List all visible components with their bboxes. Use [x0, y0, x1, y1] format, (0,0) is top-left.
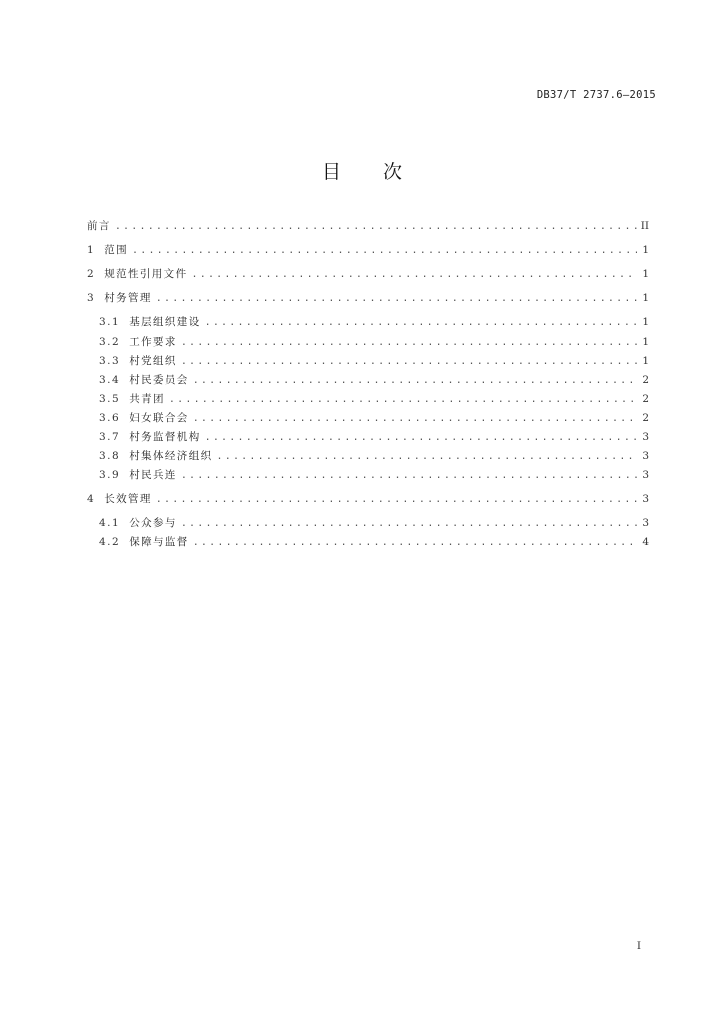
toc-entry-label: 基层组织建设	[129, 316, 201, 328]
toc-entry-number: 4.2	[99, 536, 121, 548]
toc-entry-page: 3	[642, 469, 649, 481]
toc-entry-page: 2	[642, 393, 649, 405]
toc-entry[interactable]	[99, 516, 649, 531]
standard-code: DB37/T 2737.6—2015	[536, 89, 656, 101]
toc-dot-leader	[169, 392, 637, 407]
toc-entry-number: 3.6	[99, 412, 121, 424]
toc-entry-label: 妇女联合会	[129, 412, 189, 424]
toc-entry-label: 长效管理	[104, 493, 152, 505]
toc-entry-page: 1	[642, 244, 649, 256]
toc-dot-leader	[192, 267, 638, 282]
toc-entry-page: 3	[642, 517, 649, 529]
toc-entry[interactable]	[99, 535, 649, 550]
toc-dot-leader	[181, 468, 637, 483]
toc-entry-label: 村民委员会	[129, 374, 189, 386]
toc-entry[interactable]	[87, 243, 649, 258]
toc-entry[interactable]	[99, 335, 649, 350]
toc-dot-leader	[156, 492, 637, 507]
toc-dot-leader	[217, 449, 637, 464]
toc-entry-label: 共青团	[129, 393, 165, 405]
toc-entry-page: 1	[642, 355, 649, 367]
toc-entry-page: 2	[642, 374, 649, 386]
toc-dot-leader	[193, 411, 637, 426]
toc-entry-number: 3.8	[99, 450, 121, 462]
toc-entry-number: 3.5	[99, 393, 121, 405]
toc-entry-number: 2	[87, 268, 96, 280]
toc-entry-number: 3	[87, 292, 96, 304]
toc-entry[interactable]	[99, 430, 649, 445]
toc-entry[interactable]	[99, 373, 649, 388]
toc-dot-leader	[181, 335, 637, 350]
toc-dot-leader	[156, 291, 637, 306]
toc-entry-page: II	[640, 220, 649, 232]
toc-entry[interactable]	[87, 267, 649, 282]
toc-entry-label: 工作要求	[129, 336, 177, 348]
toc-entry-label: 村务管理	[104, 292, 152, 304]
toc-dot-leader	[205, 315, 637, 330]
toc-entry-number: 4.1	[99, 517, 121, 529]
toc-entry-page: 4	[642, 536, 649, 548]
toc-dot-leader	[115, 219, 637, 234]
toc-entry[interactable]	[99, 468, 649, 483]
toc-entry-label: 范围	[104, 244, 128, 256]
toc-entry-label: 村务监督机构	[129, 431, 201, 443]
toc-entry[interactable]	[87, 219, 649, 234]
toc-entry-number: 3.2	[99, 336, 121, 348]
toc-entry-page: 2	[642, 412, 649, 424]
toc-entry-label: 前言	[87, 220, 111, 232]
toc-dot-leader	[193, 535, 637, 550]
toc-entry[interactable]	[99, 315, 649, 330]
toc-entry-page: 3	[642, 431, 649, 443]
toc-entry[interactable]	[87, 291, 649, 306]
toc-entry-label: 村民兵连	[129, 469, 177, 481]
toc-entry-number: 3.1	[99, 316, 121, 328]
toc-entry-page: 3	[642, 493, 649, 505]
toc-entry-label: 保障与监督	[129, 536, 189, 548]
toc-entry-number: 3.4	[99, 374, 121, 386]
toc-dot-leader	[205, 430, 637, 445]
toc-entry-number: 3.3	[99, 355, 121, 367]
toc-entry[interactable]	[87, 492, 649, 507]
toc-entry-label: 规范性引用文件	[104, 268, 188, 280]
toc-entry-label: 村党组织	[129, 355, 177, 367]
page-number: I	[636, 940, 641, 952]
toc-entry-page: 1	[642, 292, 649, 304]
toc-entry-page: 3	[642, 450, 649, 462]
toc-dot-leader	[132, 243, 637, 258]
toc-dot-leader	[181, 516, 637, 531]
toc-entry-number: 3.9	[99, 469, 121, 481]
toc-entry[interactable]	[99, 411, 649, 426]
toc-entry-label: 公众参与	[129, 517, 177, 529]
toc-entry[interactable]	[99, 449, 649, 464]
toc-entry[interactable]	[99, 392, 649, 407]
toc-entry-page: 1	[642, 268, 649, 280]
toc-entry-number: 4	[87, 493, 96, 505]
toc-entry-page: 1	[642, 336, 649, 348]
toc-entry[interactable]	[99, 354, 649, 369]
toc-title: 目 次	[321, 161, 421, 183]
toc-entry-number: 1	[87, 244, 96, 256]
toc-entry-label: 村集体经济组织	[129, 450, 213, 462]
toc-entry-number: 3.7	[99, 431, 121, 443]
toc-entry-page: 1	[642, 316, 649, 328]
toc-dot-leader	[193, 373, 637, 388]
toc-dot-leader	[181, 354, 637, 369]
